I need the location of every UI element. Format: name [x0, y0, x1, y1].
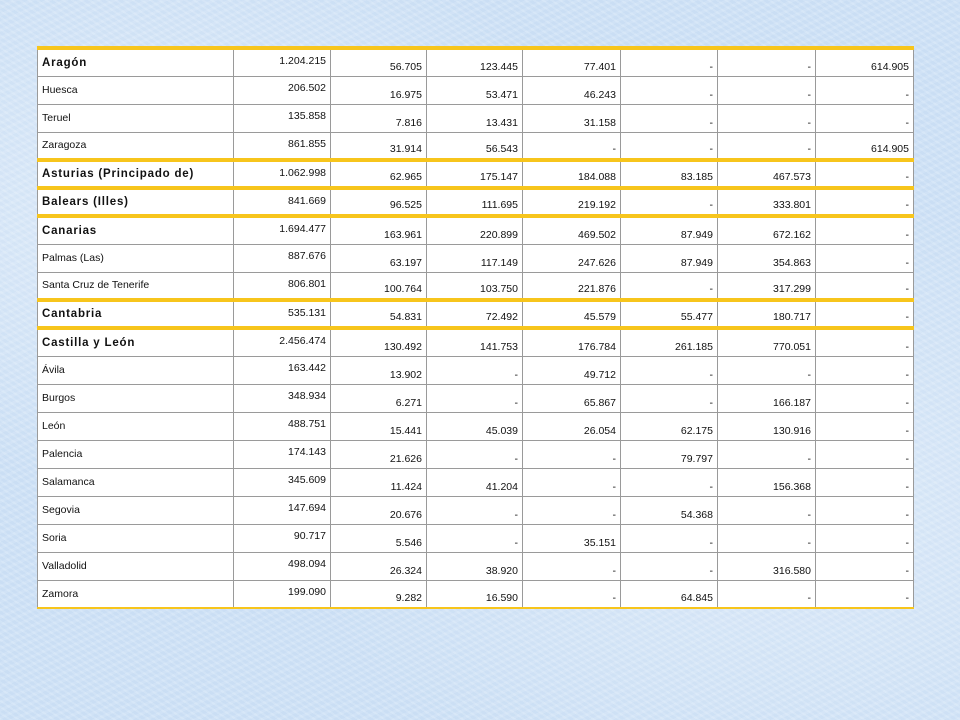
table-row [38, 552, 914, 580]
row-value-cell: 469.502 [523, 216, 621, 244]
row-value-cell: 64.845 [621, 580, 718, 608]
row-value-cell: - [523, 552, 621, 580]
row-value-cell: 180.717 [718, 300, 816, 328]
row-name-cell: Ávila [38, 356, 234, 384]
row-value-cell: 467.573 [718, 160, 816, 188]
row-value-cell: - [816, 356, 914, 384]
row-value-cell: - [718, 356, 816, 384]
row-value-cell: 45.039 [427, 412, 523, 440]
row-value-cell: - [523, 468, 621, 496]
row-value-cell: - [718, 440, 816, 468]
row-value-cell: 123.445 [427, 48, 523, 76]
row-total-cell: 348.934 [234, 384, 331, 412]
row-total-cell: 841.669 [234, 188, 331, 216]
row-name-cell: Zaragoza [38, 132, 234, 160]
row-value-cell: 49.712 [523, 356, 621, 384]
row-value-cell: 45.579 [523, 300, 621, 328]
row-value-cell: - [718, 48, 816, 76]
row-total-cell: 1.694.477 [234, 216, 331, 244]
row-value-cell: 87.949 [621, 216, 718, 244]
row-value-cell: 333.801 [718, 188, 816, 216]
row-value-cell: - [816, 412, 914, 440]
table-row [38, 580, 914, 608]
row-value-cell: - [621, 524, 718, 552]
row-value-cell: 141.753 [427, 328, 523, 356]
table-row [38, 468, 914, 496]
row-name-cell: Teruel [38, 104, 234, 132]
row-value-cell: - [816, 244, 914, 272]
row-value-cell: - [427, 356, 523, 384]
row-name-cell: Salamanca [38, 468, 234, 496]
table-row [38, 356, 914, 384]
row-value-cell: - [816, 272, 914, 300]
row-value-cell: 55.477 [621, 300, 718, 328]
row-value-cell: - [621, 76, 718, 104]
row-value-cell: - [427, 384, 523, 412]
row-value-cell: 614.905 [816, 48, 914, 76]
table-row [38, 132, 914, 160]
row-value-cell: 62.175 [621, 412, 718, 440]
row-value-cell: 176.784 [523, 328, 621, 356]
row-total-cell: 147.694 [234, 496, 331, 524]
row-value-cell: - [718, 580, 816, 608]
row-value-cell: - [621, 552, 718, 580]
row-value-cell: 175.147 [427, 160, 523, 188]
table-row [38, 412, 914, 440]
row-value-cell: 21.626 [331, 440, 427, 468]
row-value-cell: - [816, 160, 914, 188]
row-value-cell: 79.797 [621, 440, 718, 468]
row-value-cell: 96.525 [331, 188, 427, 216]
row-value-cell: - [718, 132, 816, 160]
table-row [38, 496, 914, 524]
row-value-cell: - [816, 188, 914, 216]
table-row-region [38, 160, 914, 188]
row-total-cell: 806.801 [234, 272, 331, 300]
row-total-cell: 2.456.474 [234, 328, 331, 356]
row-name-cell: Balears (Illes) [38, 188, 234, 216]
row-value-cell: 38.920 [427, 552, 523, 580]
row-value-cell: 100.764 [331, 272, 427, 300]
row-value-cell: 63.197 [331, 244, 427, 272]
row-total-cell: 135.858 [234, 104, 331, 132]
row-value-cell: 354.863 [718, 244, 816, 272]
row-value-cell: 316.580 [718, 552, 816, 580]
row-name-cell: Canarias [38, 216, 234, 244]
row-value-cell: 83.185 [621, 160, 718, 188]
table-row [38, 440, 914, 468]
row-value-cell: - [427, 524, 523, 552]
row-value-cell: 77.401 [523, 48, 621, 76]
row-value-cell: 672.162 [718, 216, 816, 244]
row-total-cell: 1.204.215 [234, 48, 331, 76]
row-value-cell: - [816, 552, 914, 580]
table-row-region [38, 216, 914, 244]
row-value-cell: 130.916 [718, 412, 816, 440]
row-value-cell: - [816, 440, 914, 468]
row-value-cell: - [427, 496, 523, 524]
table-body [38, 48, 914, 608]
row-value-cell: - [621, 188, 718, 216]
row-name-cell: Cantabria [38, 300, 234, 328]
row-total-cell: 535.131 [234, 300, 331, 328]
row-value-cell: 54.831 [331, 300, 427, 328]
row-value-cell: 31.158 [523, 104, 621, 132]
row-value-cell: 221.876 [523, 272, 621, 300]
row-value-cell: - [621, 132, 718, 160]
row-value-cell: 56.705 [331, 48, 427, 76]
row-name-cell: Aragón [38, 48, 234, 76]
row-value-cell: - [816, 328, 914, 356]
row-value-cell: 46.243 [523, 76, 621, 104]
row-value-cell: - [621, 468, 718, 496]
row-value-cell: - [523, 580, 621, 608]
table-row [38, 524, 914, 552]
table-row-region [38, 300, 914, 328]
row-value-cell: 54.368 [621, 496, 718, 524]
row-value-cell: - [816, 524, 914, 552]
row-value-cell: 26.324 [331, 552, 427, 580]
row-value-cell: 53.471 [427, 76, 523, 104]
row-value-cell: 261.185 [621, 328, 718, 356]
row-name-cell: Soria [38, 524, 234, 552]
row-total-cell: 1.062.998 [234, 160, 331, 188]
row-value-cell: - [621, 104, 718, 132]
row-total-cell: 206.502 [234, 76, 331, 104]
row-value-cell: - [816, 104, 914, 132]
row-value-cell: 62.965 [331, 160, 427, 188]
row-value-cell: 103.750 [427, 272, 523, 300]
row-name-cell: Santa Cruz de Tenerife [38, 272, 234, 300]
row-value-cell: 11.424 [331, 468, 427, 496]
row-name-cell: Huesca [38, 76, 234, 104]
row-value-cell: 5.546 [331, 524, 427, 552]
row-value-cell: - [816, 468, 914, 496]
row-value-cell: 13.431 [427, 104, 523, 132]
row-name-cell: Palmas (Las) [38, 244, 234, 272]
row-value-cell: 72.492 [427, 300, 523, 328]
row-value-cell: - [523, 132, 621, 160]
row-name-cell: Valladolid [38, 552, 234, 580]
row-value-cell: - [718, 496, 816, 524]
row-value-cell: 184.088 [523, 160, 621, 188]
table-row [38, 384, 914, 412]
table-row-region [38, 328, 914, 356]
row-total-cell: 199.090 [234, 580, 331, 608]
row-value-cell: 15.441 [331, 412, 427, 440]
row-value-cell: - [621, 356, 718, 384]
row-value-cell: - [523, 440, 621, 468]
row-value-cell: 87.949 [621, 244, 718, 272]
row-value-cell: 41.204 [427, 468, 523, 496]
row-value-cell: 31.914 [331, 132, 427, 160]
row-name-cell: Zamora [38, 580, 234, 608]
row-value-cell: - [718, 104, 816, 132]
row-value-cell: 219.192 [523, 188, 621, 216]
row-value-cell: - [621, 48, 718, 76]
row-value-cell: 117.149 [427, 244, 523, 272]
row-name-cell: Asturias (Principado de) [38, 160, 234, 188]
row-value-cell: - [427, 440, 523, 468]
data-table [37, 46, 914, 609]
table-row [38, 244, 914, 272]
row-value-cell: 156.368 [718, 468, 816, 496]
row-value-cell: 7.816 [331, 104, 427, 132]
row-value-cell: 65.867 [523, 384, 621, 412]
row-value-cell: 16.590 [427, 580, 523, 608]
row-value-cell: 317.299 [718, 272, 816, 300]
row-value-cell: - [718, 524, 816, 552]
row-value-cell: - [523, 496, 621, 524]
row-value-cell: 166.187 [718, 384, 816, 412]
row-total-cell: 861.855 [234, 132, 331, 160]
table-row [38, 104, 914, 132]
row-name-cell: Palencia [38, 440, 234, 468]
row-value-cell: - [718, 76, 816, 104]
row-value-cell: 770.051 [718, 328, 816, 356]
row-value-cell: 6.271 [331, 384, 427, 412]
row-total-cell: 498.094 [234, 552, 331, 580]
row-value-cell: - [816, 384, 914, 412]
row-name-cell: Segovia [38, 496, 234, 524]
row-value-cell: 20.676 [331, 496, 427, 524]
row-value-cell: 163.961 [331, 216, 427, 244]
row-value-cell: - [816, 300, 914, 328]
row-value-cell: 247.626 [523, 244, 621, 272]
row-value-cell: - [621, 272, 718, 300]
row-value-cell: 56.543 [427, 132, 523, 160]
row-total-cell: 174.143 [234, 440, 331, 468]
row-value-cell: 26.054 [523, 412, 621, 440]
row-total-cell: 887.676 [234, 244, 331, 272]
row-value-cell: - [621, 384, 718, 412]
table-row [38, 272, 914, 300]
row-value-cell: 13.902 [331, 356, 427, 384]
table-row-region [38, 188, 914, 216]
row-total-cell: 488.751 [234, 412, 331, 440]
row-value-cell: 16.975 [331, 76, 427, 104]
row-value-cell: 9.282 [331, 580, 427, 608]
row-name-cell: Castilla y León [38, 328, 234, 356]
row-name-cell: León [38, 412, 234, 440]
row-value-cell: 130.492 [331, 328, 427, 356]
row-value-cell: 35.151 [523, 524, 621, 552]
row-value-cell: - [816, 76, 914, 104]
row-total-cell: 345.609 [234, 468, 331, 496]
table-row-region [38, 48, 914, 76]
row-total-cell: 163.442 [234, 356, 331, 384]
row-value-cell: - [816, 216, 914, 244]
data-table-container [37, 46, 913, 609]
table-row [38, 76, 914, 104]
row-value-cell: 111.695 [427, 188, 523, 216]
row-name-cell: Burgos [38, 384, 234, 412]
row-value-cell: 614.905 [816, 132, 914, 160]
row-value-cell: - [816, 496, 914, 524]
row-value-cell: - [816, 580, 914, 608]
row-value-cell: 220.899 [427, 216, 523, 244]
row-total-cell: 90.717 [234, 524, 331, 552]
